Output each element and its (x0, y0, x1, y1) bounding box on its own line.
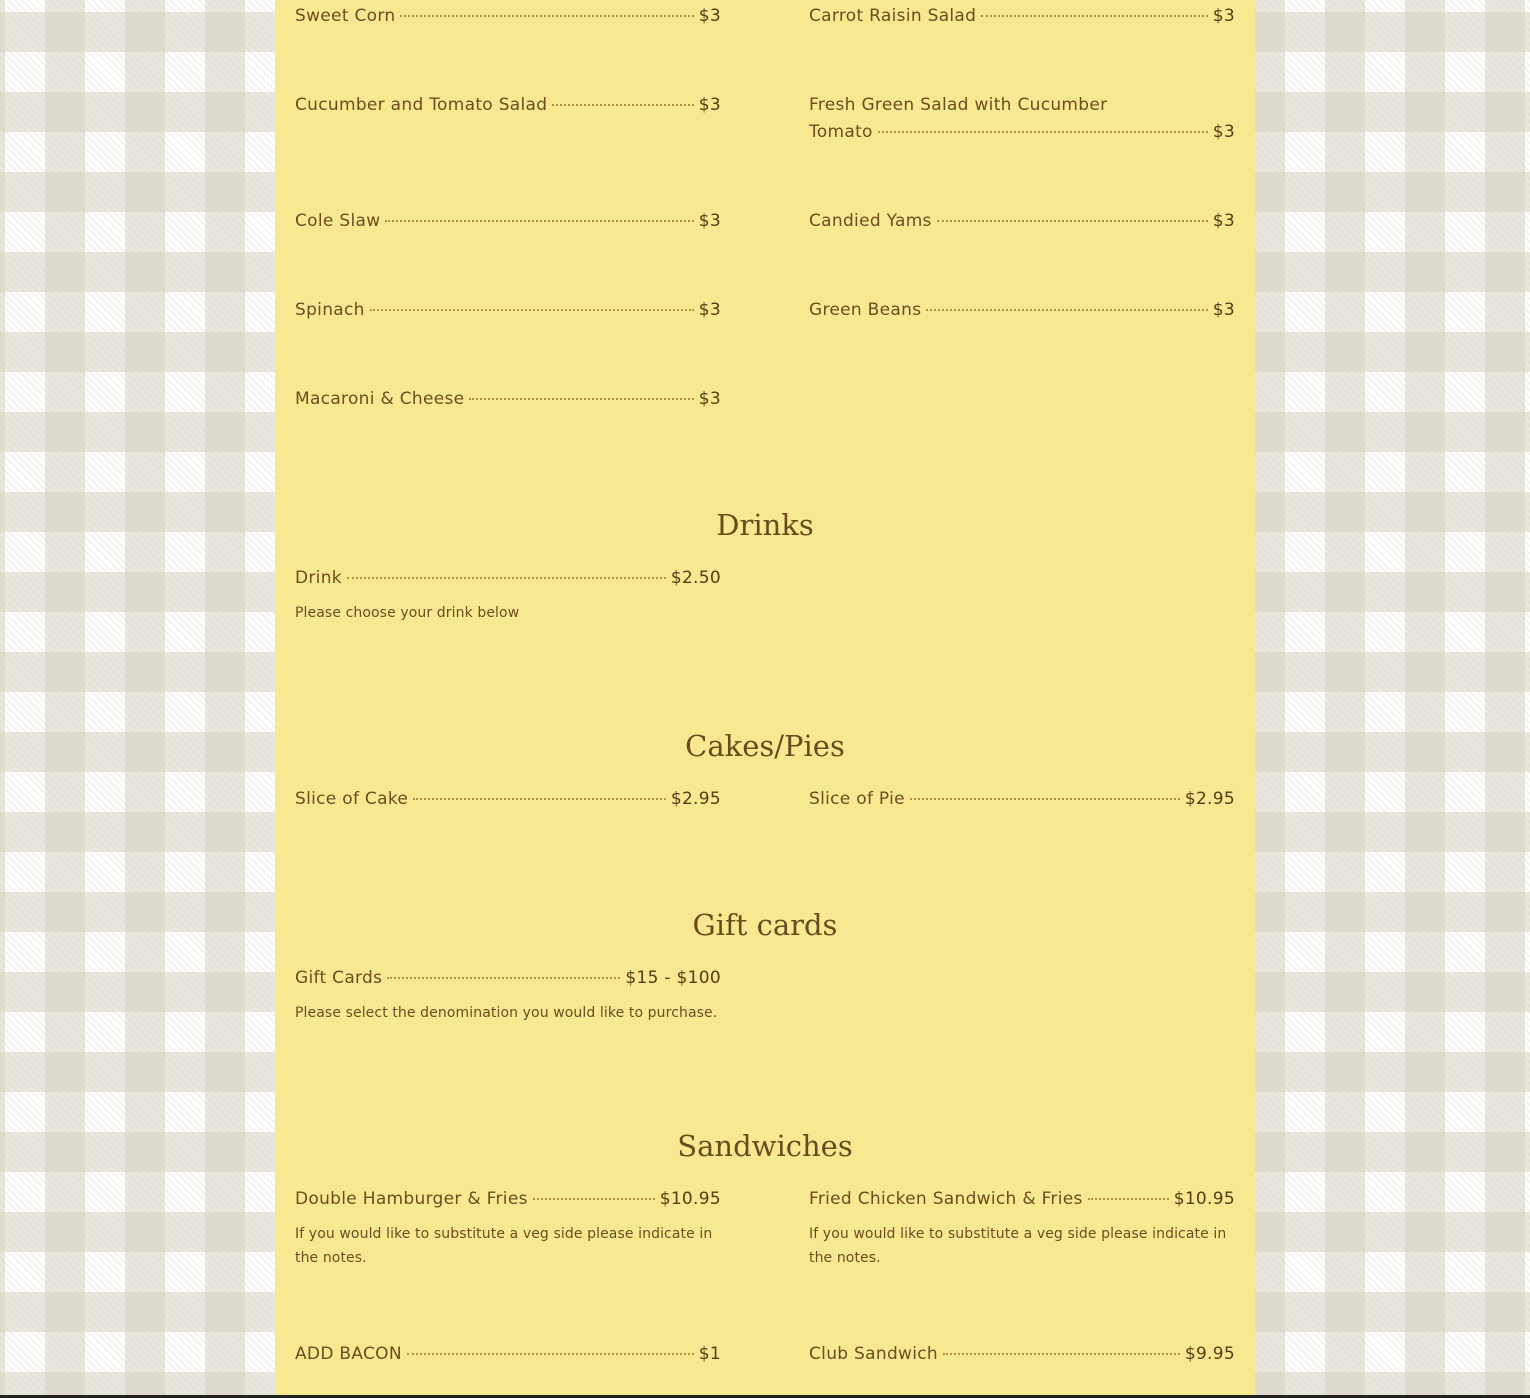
dot-leader (469, 398, 693, 400)
dot-leader (370, 309, 694, 311)
item-name: Drink (295, 568, 342, 588)
menu-item-double-hamburger[interactable] (295, 1186, 721, 1270)
item-name: Fried Chicken Sandwich & Fries (809, 1189, 1083, 1209)
item-description: Please choose your drink below (295, 605, 520, 621)
menu-item-candied-yams[interactable] (809, 208, 1235, 235)
item-price: $10.95 (1173, 1189, 1235, 1209)
section-title-drinks: Drinks (716, 508, 814, 542)
dot-leader (552, 104, 693, 106)
dot-leader (878, 131, 1208, 133)
menu-item-club-sandwich[interactable] (809, 1341, 1235, 1368)
item-price: $3 (698, 95, 721, 115)
item-name: Green Beans (809, 300, 922, 320)
dot-leader (1088, 1198, 1169, 1200)
item-name: Slice of Pie (809, 789, 905, 809)
menu-item-spinach[interactable] (295, 297, 721, 324)
section-title-gift-cards: Gift cards (692, 908, 838, 942)
item-description: If you would like to substitute a veg side please indicate in the notes. (295, 1226, 713, 1266)
menu-item-cucumber-tomato-salad[interactable] (295, 92, 721, 119)
menu-panel (275, 0, 1255, 1395)
item-price: $10.95 (659, 1189, 721, 1209)
dot-leader (533, 1198, 655, 1200)
item-description: Please select the denomination you would like to purchase. (295, 1005, 718, 1021)
menu-item-macaroni-cheese[interactable] (295, 386, 721, 413)
item-description: If you would like to substitute a veg side please indicate in the notes. (809, 1226, 1227, 1266)
dot-leader (347, 577, 666, 579)
menu-item-sweet-corn[interactable] (295, 3, 721, 30)
menu-item-cole-slaw[interactable] (295, 208, 721, 235)
item-name: Macaroni & Cheese (295, 389, 465, 409)
dot-leader (413, 798, 666, 800)
section-title-cakes-pies: Cakes/Pies (685, 729, 845, 763)
item-price: $3 (1212, 211, 1235, 231)
item-name-line1: Fresh Green Salad with Cucumber (809, 95, 1108, 115)
item-name: Slice of Cake (295, 789, 409, 809)
item-price: $3 (1212, 300, 1235, 320)
item-price: $2.50 (670, 568, 721, 588)
item-price: $2.95 (1184, 789, 1235, 809)
menu-item-carrot-raisin-salad[interactable] (809, 3, 1235, 30)
item-name: Double Hamburger & Fries (295, 1189, 528, 1209)
dot-leader (407, 1353, 694, 1355)
menu-item-fresh-green-salad[interactable] (809, 92, 1235, 146)
menu-item-slice-of-cake[interactable] (295, 786, 721, 813)
item-name-line2: Tomato (809, 122, 873, 142)
dot-leader (937, 220, 1208, 222)
item-price: $3 (1212, 6, 1235, 26)
section-title-sandwiches: Sandwiches (677, 1129, 853, 1163)
dot-leader (910, 798, 1180, 800)
item-name: Candied Yams (809, 211, 932, 231)
dot-leader (981, 15, 1208, 17)
item-price: $1 (698, 1344, 721, 1364)
dot-leader (943, 1353, 1180, 1355)
item-price: $3 (1212, 122, 1235, 142)
item-price: $9.95 (1184, 1344, 1235, 1364)
item-price: $2.95 (670, 789, 721, 809)
item-price: $3 (698, 300, 721, 320)
item-name: Club Sandwich (809, 1344, 938, 1364)
dot-leader (385, 220, 693, 222)
item-name: Cucumber and Tomato Salad (295, 95, 548, 115)
menu-item-add-bacon[interactable] (295, 1341, 721, 1368)
item-name: Carrot Raisin Salad (809, 6, 977, 26)
menu-item-gift-cards[interactable] (295, 965, 721, 1025)
dot-leader (926, 309, 1207, 311)
dot-leader (400, 15, 693, 17)
item-price: $3 (698, 389, 721, 409)
item-name: Cole Slaw (295, 211, 381, 231)
item-name: ADD BACON (295, 1344, 402, 1364)
item-name: Gift Cards (295, 968, 383, 988)
menu-item-green-beans[interactable] (809, 297, 1235, 324)
menu-item-fried-chicken-sandwich[interactable] (809, 1186, 1235, 1270)
item-price: $3 (698, 211, 721, 231)
item-price: $15 - $100 (625, 968, 721, 988)
item-name: Spinach (295, 300, 365, 320)
item-name: Sweet Corn (295, 6, 396, 26)
dot-leader (387, 977, 620, 979)
item-price: $3 (698, 6, 721, 26)
menu-item-slice-of-pie[interactable] (809, 786, 1235, 813)
menu-item-drink[interactable] (295, 565, 721, 625)
